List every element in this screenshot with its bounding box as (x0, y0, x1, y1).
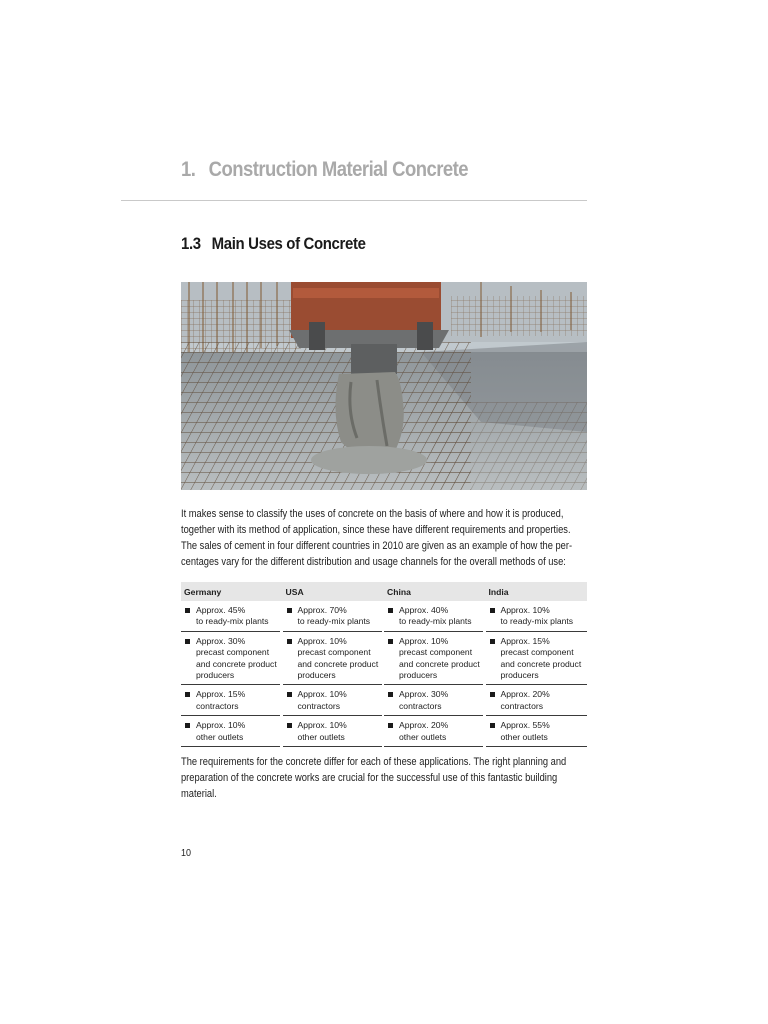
square-bullet-icon (388, 608, 393, 613)
table-cell: Approx. 15% precast component and concrete product producers (486, 632, 587, 686)
table-cell: Approx. 30% precast component and concrete product producers (181, 632, 280, 686)
table-cell: Approx. 10% other outlets (283, 716, 382, 747)
square-bullet-icon (185, 692, 190, 697)
square-bullet-icon (185, 639, 190, 644)
table-cell: Approx. 30% contractors (384, 685, 483, 716)
table-cell: Approx. 55% other outlets (486, 716, 587, 747)
square-bullet-icon (388, 723, 393, 728)
cement-sales-table (181, 582, 587, 747)
table-header-row (181, 582, 587, 601)
square-bullet-icon (388, 639, 393, 644)
chapter-divider (121, 200, 587, 201)
intro-paragraph: It makes sense to classify the uses of concrete on the basis of where and how it is produced, together with its method of application, since these have different requirements and properties. The sales of cement in four different countries in 2010 are given as an example of how the per-centages vary for the different distribution and usage channels for the overall methods of use: (181, 508, 573, 568)
table-cell: Approx. 70% to ready-mix plants (283, 601, 382, 632)
table-cell: Approx. 20% other outlets (384, 716, 483, 747)
concrete-pouring-photo (181, 282, 587, 490)
table-cell: Approx. 10% contractors (283, 685, 382, 716)
table-cell: Approx. 10% other outlets (181, 716, 280, 747)
section-title: 1.3 Main Uses of Concrete (181, 234, 366, 253)
square-bullet-icon (490, 692, 495, 697)
square-bullet-icon (287, 692, 292, 697)
table-row (181, 632, 587, 686)
page-number: 10 (181, 848, 192, 859)
square-bullet-icon (287, 639, 292, 644)
table-row (181, 601, 587, 632)
closing-paragraph: The requirements for the concrete differ for each of these applications. The right planning and preparation of the concrete works are crucial for the successful use of this fantastic building material. (181, 756, 567, 800)
table-cell: Approx. 10% to ready-mix plants (486, 601, 587, 632)
square-bullet-icon (388, 692, 393, 697)
table-cell: Approx. 20% contractors (486, 685, 587, 716)
table-row (181, 685, 587, 716)
column-header-usa: USA (285, 586, 304, 597)
table-row (181, 716, 587, 747)
square-bullet-icon (490, 608, 495, 613)
square-bullet-icon (490, 639, 495, 644)
square-bullet-icon (185, 608, 190, 613)
column-header-india: India (488, 586, 509, 597)
column-header-germany: Germany (184, 586, 222, 597)
square-bullet-icon (185, 723, 190, 728)
table-cell: Approx. 15% contractors (181, 685, 280, 716)
table-cell: Approx. 10% precast component and concrete product producers (384, 632, 483, 686)
table-cell: Approx. 40% to ready-mix plants (384, 601, 483, 632)
square-bullet-icon (287, 723, 292, 728)
table-cell: Approx. 45% to ready-mix plants (181, 601, 280, 632)
square-bullet-icon (287, 608, 292, 613)
column-header-china: China (387, 586, 411, 597)
square-bullet-icon (490, 723, 495, 728)
chapter-title: 1. Construction Material Concrete (181, 158, 469, 181)
table-cell: Approx. 10% precast component and concrete product producers (283, 632, 382, 686)
